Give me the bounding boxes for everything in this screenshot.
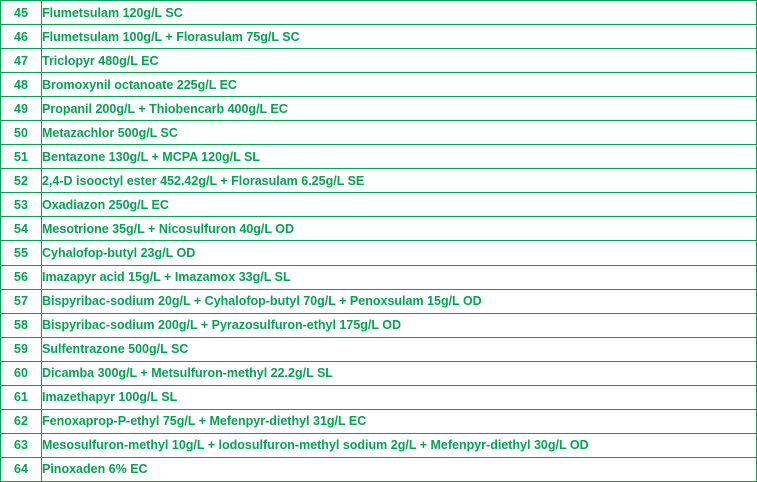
table-row <box>1 193 757 217</box>
row-product-name: Bispyribac-sodium 20g/L + Cyhalofop-butyl 70g/L + Penoxsulam 15g/L OD <box>42 289 757 313</box>
row-number: 49 <box>1 97 42 121</box>
row-number: 48 <box>1 73 42 97</box>
table-row <box>1 1 757 25</box>
table-row <box>1 361 757 385</box>
row-product-name: Pinoxaden 6% EC <box>42 457 757 481</box>
row-number: 56 <box>1 265 42 289</box>
row-product-name: Flumetsulam 100g/L + Florasulam 75g/L SC <box>42 25 757 49</box>
row-product-name: Imazapyr acid 15g/L + Imazamox 33g/L SL <box>42 265 757 289</box>
table-row <box>1 409 757 433</box>
row-number: 60 <box>1 361 42 385</box>
row-product-name: Sulfentrazone 500g/L SC <box>42 337 757 361</box>
row-number: 45 <box>1 1 42 25</box>
table-row <box>1 25 757 49</box>
row-product-name: Bentazone 130g/L + MCPA 120g/L SL <box>42 145 757 169</box>
row-product-name: Imazethapyr 100g/L SL <box>42 385 757 409</box>
row-number: 46 <box>1 25 42 49</box>
table-row <box>1 97 757 121</box>
row-number: 62 <box>1 409 42 433</box>
table-row <box>1 73 757 97</box>
row-product-name: Mesosulfuron-methyl 10g/L + lodosulfuron-methyl sodium 2g/L + Mefenpyr-diethyl 30g/L OD <box>42 433 757 457</box>
row-number: 61 <box>1 385 42 409</box>
row-number: 51 <box>1 145 42 169</box>
row-number: 57 <box>1 289 42 313</box>
table-row <box>1 385 757 409</box>
table-row <box>1 433 757 457</box>
table-row <box>1 265 757 289</box>
row-product-name: Mesotrione 35g/L + Nicosulfuron 40g/L OD <box>42 217 757 241</box>
row-product-name: Dicamba 300g/L + Metsulfuron-methyl 22.2g/L SL <box>42 361 757 385</box>
row-number: 55 <box>1 241 42 265</box>
row-product-name: Cyhalofop-butyl 23g/L OD <box>42 241 757 265</box>
table-row <box>1 121 757 145</box>
row-number: 64 <box>1 457 42 481</box>
table-row <box>1 49 757 73</box>
row-number: 58 <box>1 313 42 337</box>
row-number: 59 <box>1 337 42 361</box>
row-number: 52 <box>1 169 42 193</box>
table-row <box>1 217 757 241</box>
table-row <box>1 241 757 265</box>
table-row <box>1 289 757 313</box>
row-number: 63 <box>1 433 42 457</box>
row-number: 54 <box>1 217 42 241</box>
table-row <box>1 457 757 481</box>
row-product-name: Bromoxynil octanoate 225g/L EC <box>42 73 757 97</box>
row-product-name: 2,4-D isooctyl ester 452.42g/L + Florasulam 6.25g/L SE <box>42 169 757 193</box>
row-product-name: Flumetsulam 120g/L SC <box>42 1 757 25</box>
row-product-name: Bispyribac-sodium 200g/L + Pyrazosulfuron-ethyl 175g/L OD <box>42 313 757 337</box>
row-product-name: Oxadiazon 250g/L EC <box>42 193 757 217</box>
table-row <box>1 313 757 337</box>
row-product-name: Fenoxaprop-P-ethyl 75g/L + Mefenpyr-diethyl 31g/L EC <box>42 409 757 433</box>
row-product-name: Metazachlor 500g/L SC <box>42 121 757 145</box>
row-number: 53 <box>1 193 42 217</box>
table-row <box>1 337 757 361</box>
row-product-name: Triclopyr 480g/L EC <box>42 49 757 73</box>
table-row <box>1 169 757 193</box>
product-table-body <box>1 1 757 482</box>
table-row <box>1 145 757 169</box>
row-number: 50 <box>1 121 42 145</box>
row-number: 47 <box>1 49 42 73</box>
row-product-name: Propanil 200g/L + Thiobencarb 400g/L EC <box>42 97 757 121</box>
